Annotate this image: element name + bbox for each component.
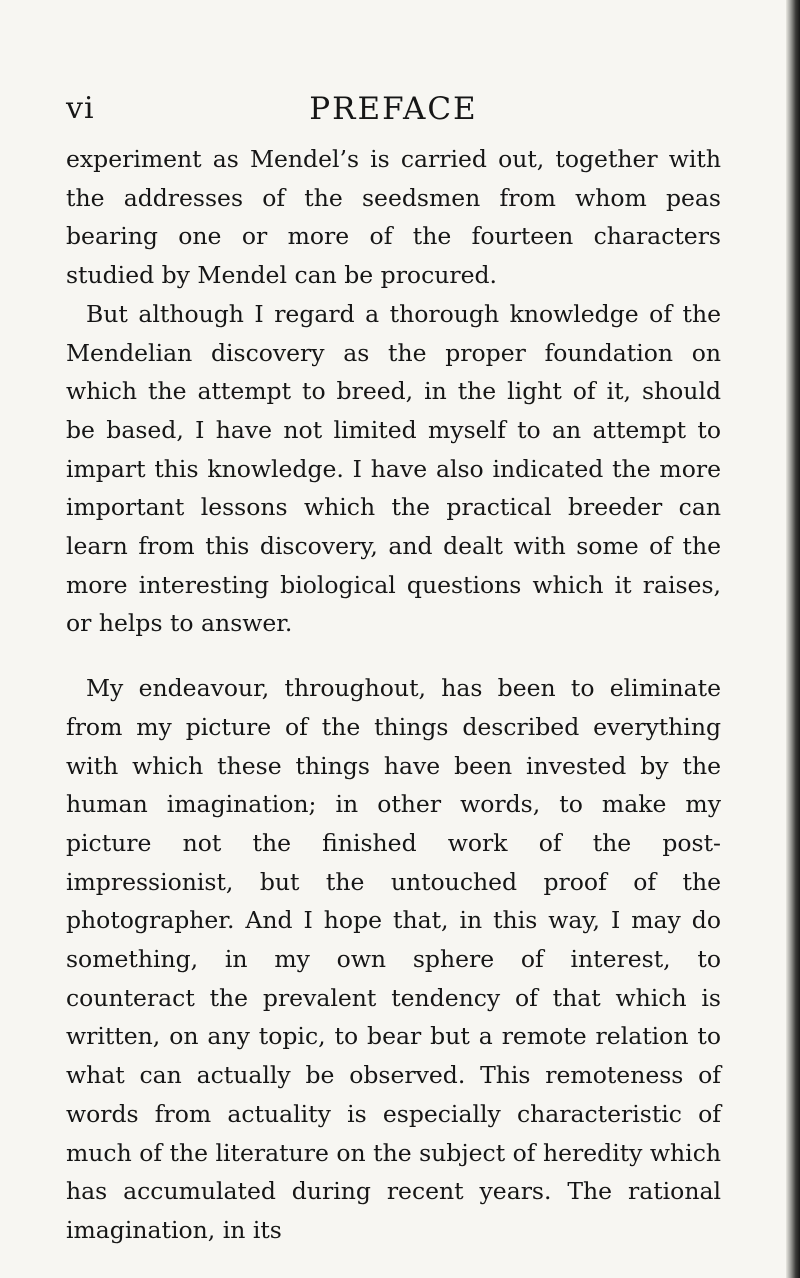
paragraph-endeavour: My endeavour, throughout, has been to eliminate from my picture of the things described everything with which these things have been invested by the human imagination; in other words, to make my picture not the finished work of the post-impressionist, but the untouched proof of the photographer. And I hope that, in this way, I may do something, in my own sphere of interest, to counteract the prevalent tendency of that which is written, on any topic, to bear but a remote relation to what can actually be observed. This remoteness of words from actuality is especially characteristic of much of the literature on the subject of heredity which has accumulated during recent years. The rational imagination, in its — [66, 674, 721, 1244]
body-text — [66, 140, 721, 1250]
page-edge-shadow — [786, 0, 800, 1278]
running-title: PREFACE — [309, 91, 478, 127]
page-number: vi — [66, 91, 95, 126]
paragraph-continuation: experiment as Mendel’s is carried out, together with the addresses of the seedsmen from whom peas bearing one or more of the fourteen characters studied by Mendel can be procured. — [66, 145, 721, 290]
running-head — [66, 86, 721, 132]
paragraph-mendelian-discovery: But although I regard a thorough knowledge of the Mendelian discovery as the proper foundation on which the attempt to breed, in the light of it, should be based, I have not limited myself to an attempt to impart this knowledge. I have also indicated the more important lessons which the practical breeder can learn from this discovery, and dealt with some of the more interesting biological questions which it raises, or helps to answer. — [66, 299, 721, 638]
